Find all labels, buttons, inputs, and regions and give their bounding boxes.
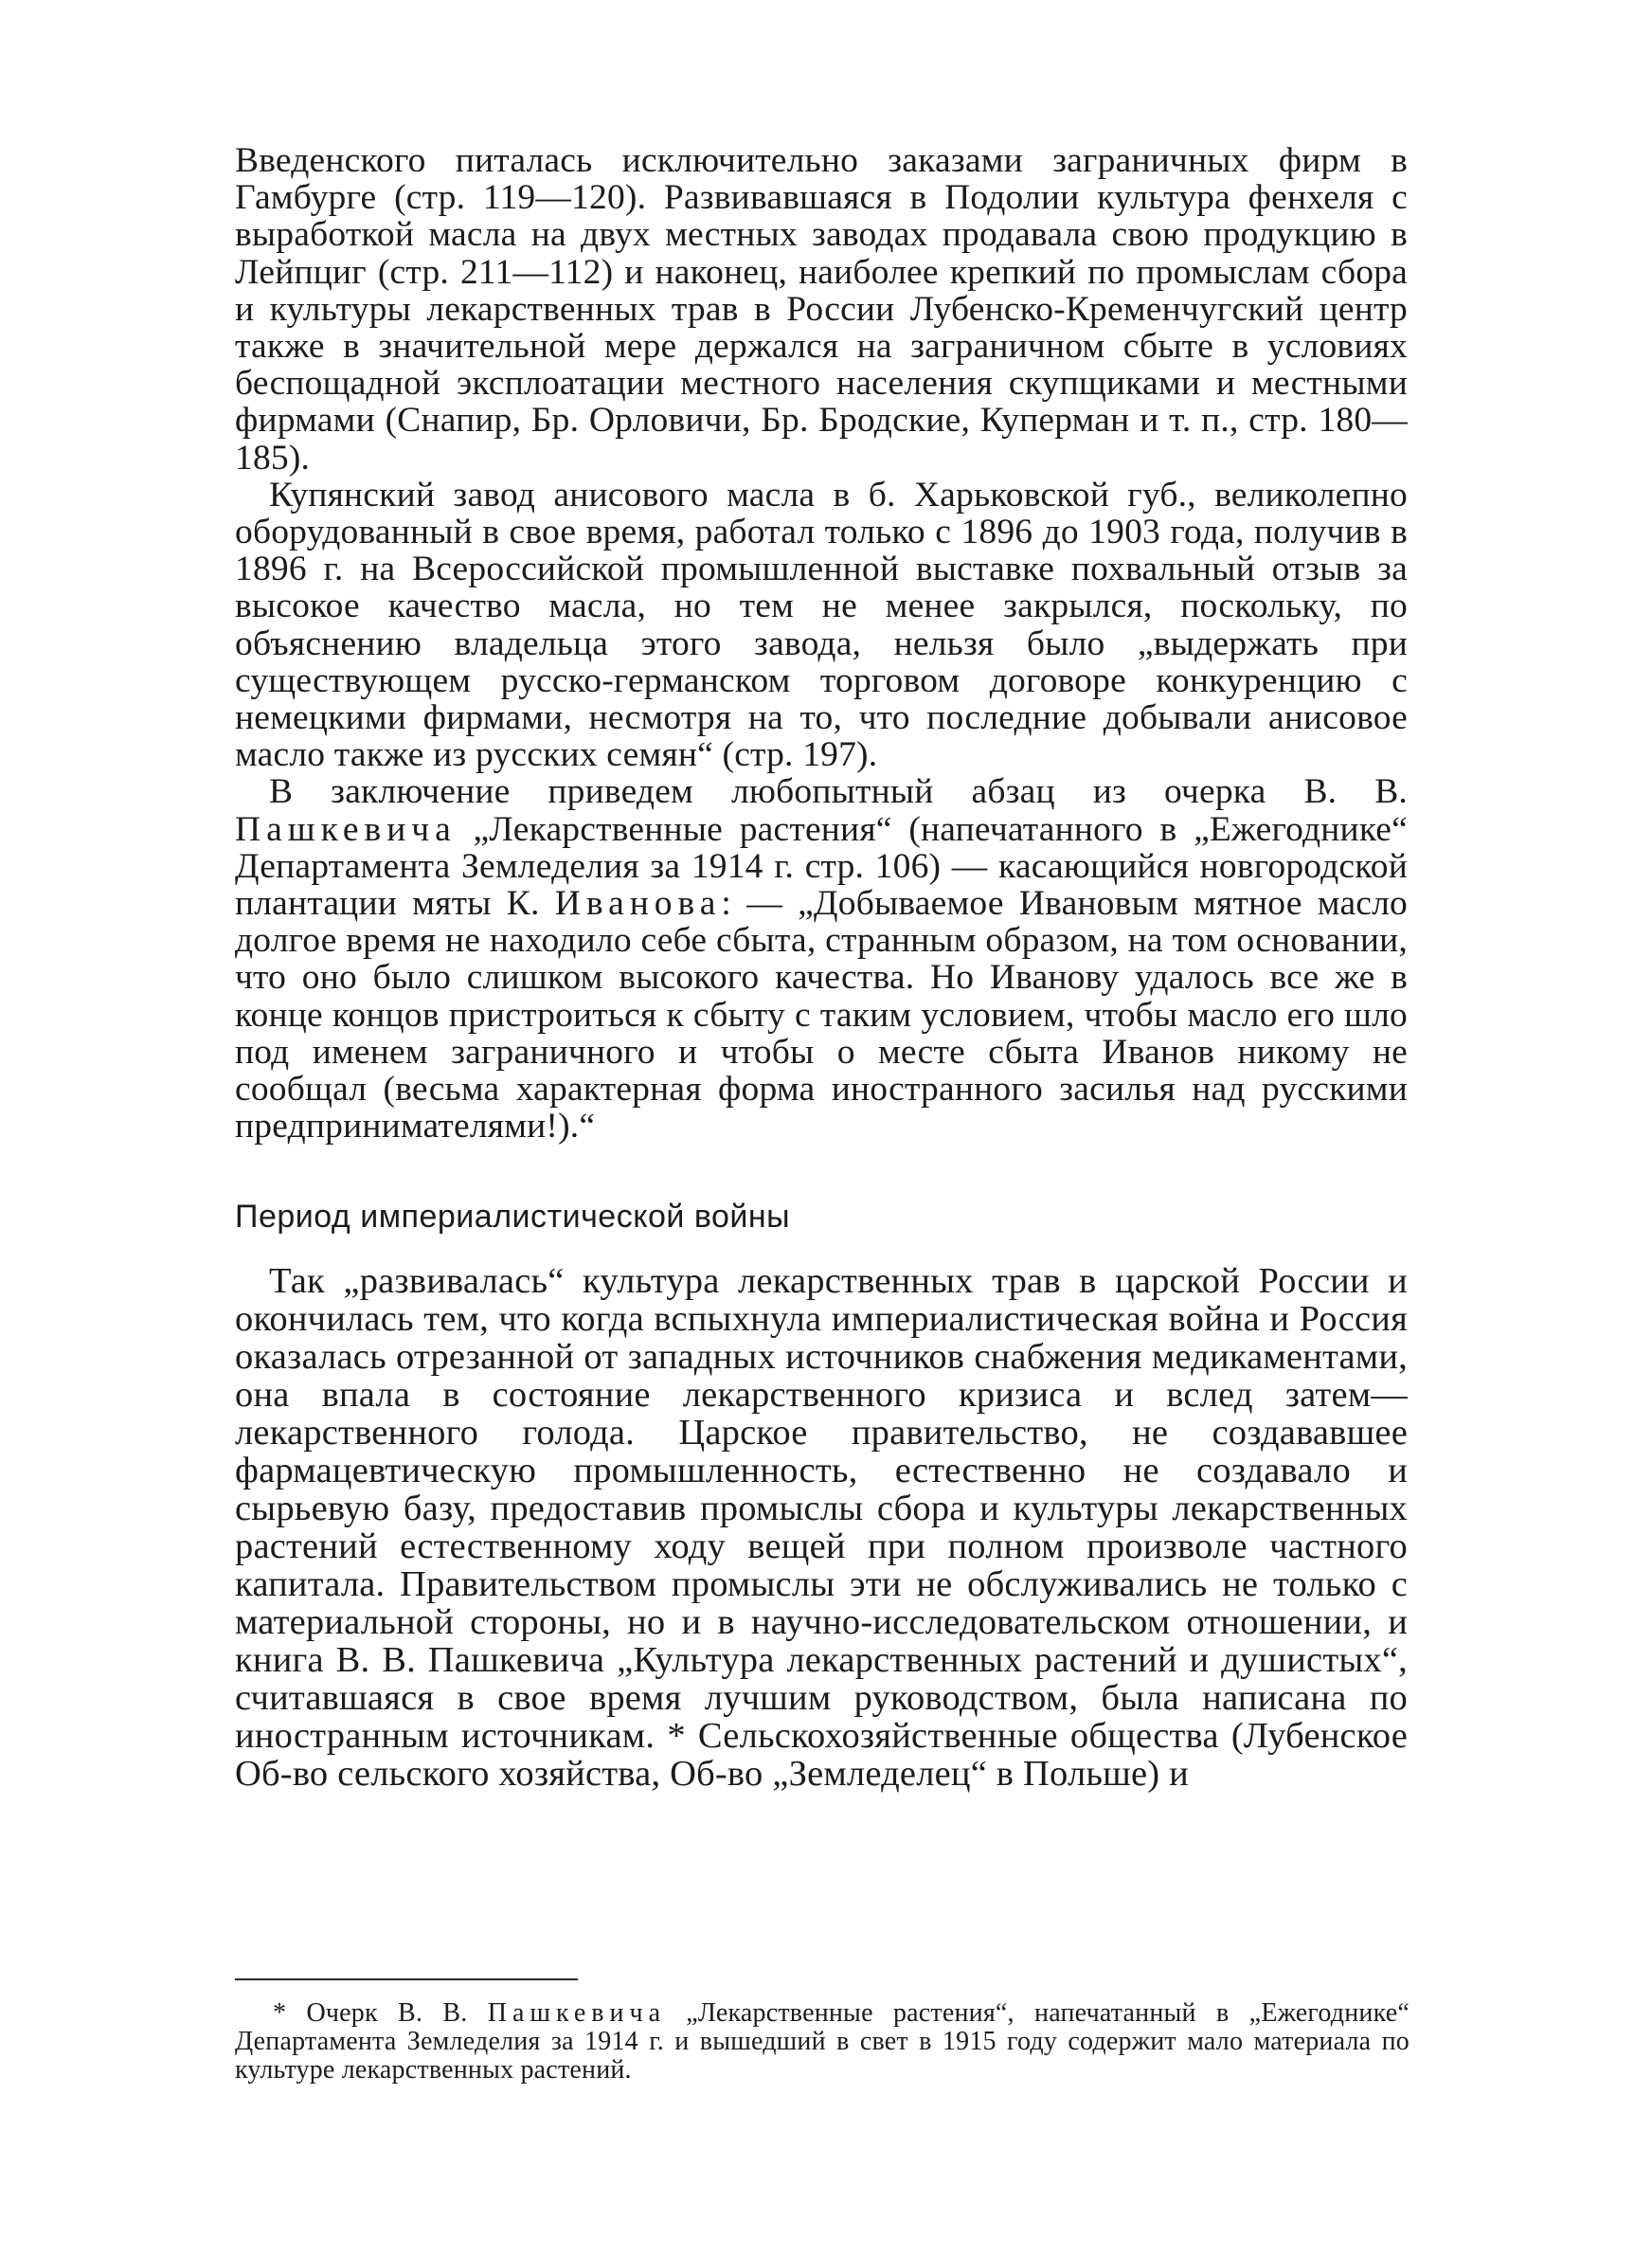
page-body <box>235 142 1408 1793</box>
footnote <box>235 1999 1410 2085</box>
paragraph-3-part-a: В заключение приведем любопытный абзац из очерка В. В. <box>269 772 1408 812</box>
footnote-part-a: * Очерк В. В. <box>273 1998 468 2028</box>
paragraph-3-part-c: : — „Добываемое Ивановым мятное масло долгое время не находило себе сбыта, странным образом, на том основании, что оно было слишком высокого качества. Но Иванову удалось все же в конце концов пристроиться к сбыту с таким условием, чтобы масло его шло под именем заграничного и чтобы о месте сбыта Иванов никому не сообщал (весьма характерная форма иностранного засилья над русскими предпринимателями!).“ <box>235 884 1408 1147</box>
footnote-divider <box>235 1978 578 1980</box>
paragraph-4: Так „развивалась“ культура лекарственных трав в царской России и окончилась тем, что когда вспыхнула империалистическая война и Россия оказалась отрезанной от западных источников снабжения медикаментами, она впала в состояние лекарственного кризиса и вслед затем—лекарственного голода. Царское правительство, не создававшее фармацевтическую промышленность, естественно не создавало и сырьевую базу, предоставив промыслы сбора и культуры лекарственных растений естественному ходу вещей при полном произволе частного капитала. Правительством промыслы эти не обслуживались не только с материальной стороны, но и в научно-исследовательском отношении, и книга В. В. Пашкевича „Культура лекарственных растений и душистых“, считавшаяся в свое время лучшим руководством, была написана по иностранным источникам. * Сельскохозяйственные общества (Лубенское Об-во сельского хозяйства, Об-во „Земледелец“ в Польше) и <box>235 1261 1408 1795</box>
paragraph-3 <box>235 773 1408 1145</box>
paragraph-3-part-b: „Лекарственные растения“ (напечатанного в „Ежегоднике“ Департамента Земледелия за 1914 г. стр. 106) — касающийся новгородской плантации мяты К. <box>235 809 1409 924</box>
author-name-pashkevich: Пашкевича <box>235 809 457 849</box>
paragraph-1: Введенского питалась исключительно заказами заграничных фирм в Гамбурге (стр. 119—120). Развивавшаяся в Подолии культура фенхеля с выработкой масла на двух местных заводах продавала свою продукцию в Лейпциг (стр. 211—112) и наконец, наиболее крепкий по промыслам сбора и культуры лекарственных трав в России Лубенско-Кременчугский центр также в значительной мере держался на заграничном сбыте в условиях беспощадной эксплоатации местного населения скупщиками и местными фирмами (Снапир, Бр. Орловичи, Бр. Бродские, Куперман и т. п., стр. 180—185). <box>235 141 1408 478</box>
paragraph-2: Купянский завод анисового масла в б. Харьковской губ., великолепно оборудованный в свое время, работал только с 1896 до 1903 года, получив в 1896 г. на Всероссийской промышленной выставке похвальный отзыв за высокое качество масла, но тем не менее закрылся, поскольку, по объяснению владельца этого завода, нельзя было „выдержать при существующем русско-германском торговом договоре конкуренцию с немецкими фирмами, несмотря на то, что последние добывали анисовое масло также из русских семян“ (стр. 197). <box>235 475 1408 775</box>
footnote-part-b: „Лекарственные растения“, напечатанный в „Ежегоднике“ Департамента Земледелия за 1914 г. и вышедший в свет в 1915 году содержит мало материала по культуре лекарственных растений. <box>235 1998 1410 2085</box>
author-name-ivanov: Иванова <box>554 884 722 924</box>
footnote-author-name: Пашкевича <box>487 1998 667 2028</box>
section-heading: Период империалистической войны <box>235 1199 791 1236</box>
